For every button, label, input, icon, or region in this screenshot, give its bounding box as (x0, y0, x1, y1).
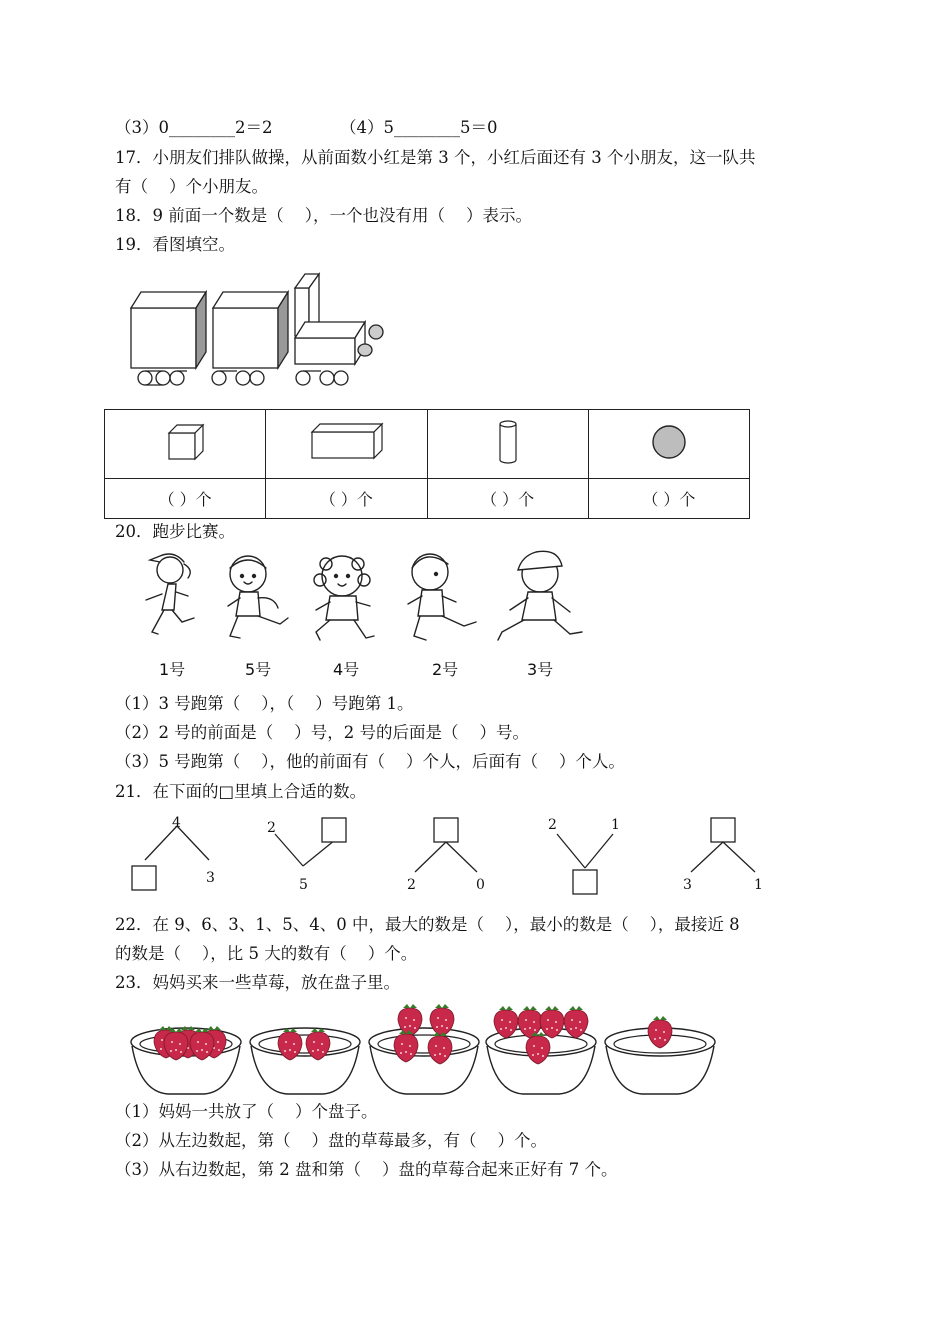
plate-1 (131, 1026, 241, 1094)
cube-icon (165, 421, 205, 463)
cylinder-answer: （ ）个 (427, 479, 588, 519)
cube-cell (105, 410, 266, 479)
sphere-icon (649, 422, 689, 462)
q23-q2: （2）从左边数起，第（ ）盘的草莓最多，有（ ）个。 (115, 1131, 547, 1150)
tree1-top: 4 (172, 815, 181, 831)
q16-item4: （4）5________5＝0 (340, 118, 498, 137)
shapes-table (104, 409, 750, 519)
tree2-box (322, 818, 346, 842)
cuboid-icon (308, 422, 384, 462)
tree5-box (711, 818, 735, 842)
plates-figure (130, 1000, 730, 1095)
cylinder-cell (427, 410, 588, 479)
train-figure (125, 270, 395, 390)
runner-label-5: 3号 (527, 660, 554, 679)
plate-2 (250, 1028, 360, 1094)
q23-q1: （1）妈妈一共放了（ ）个盘子。 (115, 1102, 378, 1121)
cube-answer: （ ）个 (105, 479, 266, 519)
q20-q1: （1）3 号跑第（ ），（ ）号跑第 1。 (115, 694, 414, 713)
q16-item3: （3）0________2＝2 (115, 118, 273, 137)
q22-line2: 的数是（ ），比 5 大的数有（ ）个。 (115, 944, 418, 963)
runner-label-4: 2号 (432, 660, 459, 679)
sphere-answer: （ ）个 (588, 479, 749, 519)
q19-title: 19．看图填空。 (115, 235, 235, 254)
q17-line1: 17．小朋友们排队做操，从前面数小红是第 3 个，小红后面还有 3 个小朋友，这一队共 (115, 148, 756, 167)
runner-2-icon (228, 556, 288, 638)
tree3-right: 0 (476, 877, 485, 893)
tree2-left: 2 (267, 820, 276, 836)
plate-5 (605, 1016, 715, 1094)
tree4-left: 2 (548, 817, 557, 833)
plate-4 (486, 1006, 596, 1094)
tree5-left: 3 (683, 877, 692, 893)
plate-3 (369, 1004, 479, 1094)
tree1-box (132, 866, 156, 890)
tree1-right: 3 (206, 870, 215, 886)
runner-3-icon (314, 556, 374, 640)
tree4-box (573, 870, 597, 894)
q20-q2: （2）2 号的前面是（ ）号，2 号的后面是（ ）号。 (115, 723, 529, 742)
q23-title: 23．妈妈买来一些草莓，放在盘子里。 (115, 973, 400, 992)
tree5-right: 1 (754, 877, 763, 893)
cuboid-cell (266, 410, 427, 479)
runner-label-1: 1号 (159, 660, 186, 679)
q20-q3: （3）5 号跑第（ ），他的前面有（ ）个人，后面有（ ）个人。 (115, 752, 625, 771)
runner-label-3: 4号 (333, 660, 360, 679)
q23-q3: （3）从右边数起，第 2 盘和第（ ）盘的草莓合起来正好有 7 个。 (115, 1160, 618, 1179)
sphere-cell (588, 410, 749, 479)
tree2-bottom: 5 (299, 877, 308, 893)
runners-figure (130, 548, 600, 658)
q22-line1: 22．在 9、6、3、1、5、4、0 中，最大的数是（ ），最小的数是（ ），最接近 8 (115, 915, 740, 934)
tree4-right: 1 (611, 817, 620, 833)
tree3-box (434, 818, 458, 842)
runner-label-2: 5号 (245, 660, 272, 679)
q20-title: 20．跑步比赛。 (115, 522, 235, 541)
q18-text: 18．9 前面一个数是（ ），一个也没有用（ ）表示。 (115, 206, 532, 225)
cylinder-icon (496, 418, 520, 466)
tree3-left: 2 (407, 877, 416, 893)
runner-1-icon (146, 554, 194, 634)
number-trees (125, 810, 775, 902)
cuboid-answer: （ ）个 (266, 479, 427, 519)
runner-5-icon (498, 551, 582, 640)
runner-4-icon (408, 554, 476, 640)
q21-title: 21．在下面的□里填上合适的数。 (115, 782, 367, 801)
q17-line2: 有（ ）个小朋友。 (115, 177, 268, 196)
